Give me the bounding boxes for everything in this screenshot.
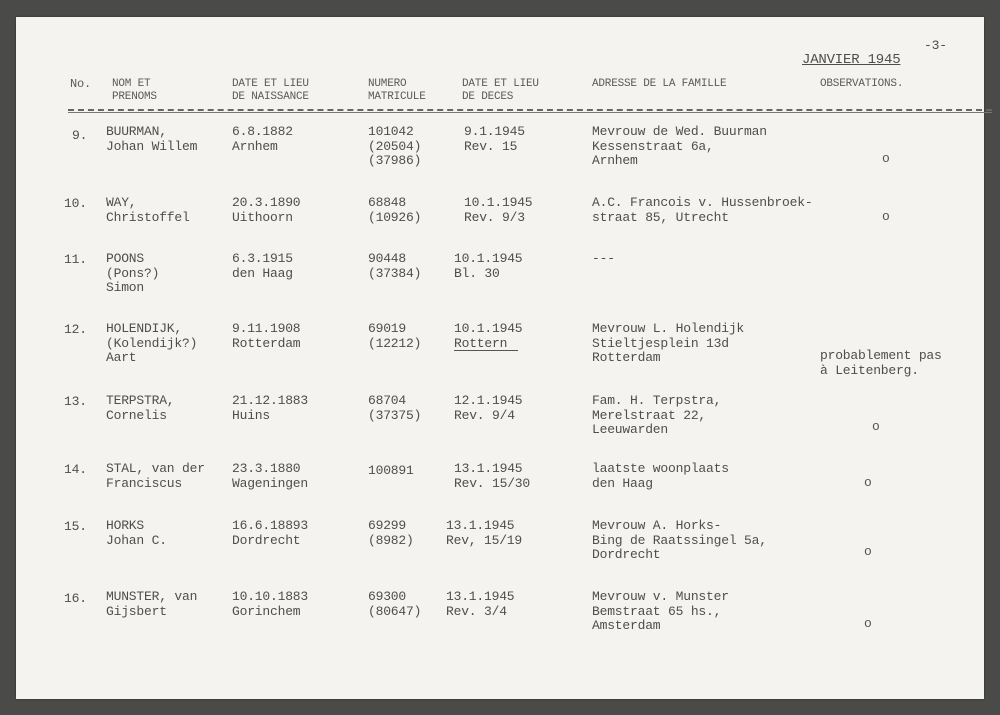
row-nom: STAL, van der Franciscus: [106, 461, 205, 491]
row-naissance: 6.3.1915 den Haag: [232, 251, 293, 281]
date-header: JANVIER 1945: [802, 52, 901, 68]
row-observation: o: [864, 616, 872, 631]
row-nom: HORKS Johan C.: [106, 518, 167, 548]
header-no: No.: [70, 77, 92, 91]
header-rule: [68, 109, 992, 111]
row-matricule: 69019 (12212): [368, 321, 422, 351]
row-no: 13.: [64, 394, 87, 409]
row-deces: 12.1.1945 Rev. 9/4: [454, 393, 523, 423]
row-no: 16.: [64, 591, 87, 606]
row-deces: 10.1.1945 Rottern: [454, 321, 523, 351]
header-nom: NOM ET PRENOMS: [112, 78, 157, 103]
row-nom: HOLENDIJK, (Kolendijk?) Aart: [106, 321, 198, 365]
row-matricule: 101042 (20504) (37986): [368, 124, 422, 168]
row-matricule: 68704 (37375): [368, 393, 422, 423]
row-matricule: 69300 (80647): [368, 589, 422, 619]
row-no: 10.: [64, 196, 87, 211]
row-naissance: 20.3.1890 Uithoorn: [232, 195, 301, 225]
row-nom: MUNSTER, van Gijsbert: [106, 589, 198, 619]
row-deces: 10.1.1945 Bl. 30: [454, 251, 523, 281]
row-no: 12.: [64, 322, 87, 337]
header-adresse: ADRESSE DE LA FAMILLE: [592, 78, 727, 90]
row-observation: probablement pas à Leitenberg.: [820, 348, 942, 378]
row-adresse: A.C. Francois v. Hussenbroek- straat 85, Utrecht: [592, 195, 813, 225]
deces-underline: [454, 350, 518, 351]
header-rule-2: [68, 112, 992, 113]
row-observation: o: [864, 475, 872, 490]
row-adresse: ---: [592, 251, 615, 266]
row-no: 14.: [64, 462, 87, 477]
row-matricule: 100891: [368, 463, 414, 478]
header-deces: DATE ET LIEU DE DECES: [462, 78, 539, 103]
row-no: 15.: [64, 519, 87, 534]
row-adresse: Mevrouw L. Holendijk Stieltjesplein 13d Rotterdam: [592, 321, 745, 365]
row-deces: 13.1.1945 Rev, 15/19: [446, 518, 523, 548]
document-sheet: [16, 17, 984, 699]
row-naissance: 6.8.1882 Arnhem: [232, 124, 293, 154]
header-observations: OBSERVATIONS.: [820, 78, 904, 90]
header-naissance: DATE ET LIEU DE NAISSANCE: [232, 78, 309, 103]
row-adresse: Fam. H. Terpstra, Merelstraat 22, Leeuwarden: [592, 393, 722, 437]
row-nom: BUURMAN, Johan Willem: [106, 124, 198, 154]
row-observation: o: [882, 151, 890, 166]
row-matricule: 68848 (10926): [368, 195, 422, 225]
row-observation: o: [872, 419, 880, 434]
row-deces: 9.1.1945 Rev. 15: [464, 124, 525, 154]
row-adresse: laatste woonplaats den Haag: [592, 461, 729, 491]
row-deces: 10.1.1945 Rev. 9/3: [464, 195, 533, 225]
row-naissance: 9.11.1908 Rotterdam: [232, 321, 301, 351]
row-no: 11.: [64, 252, 87, 267]
row-nom: POONS (Pons?) Simon: [106, 251, 160, 295]
row-nom: WAY, Christoffel: [106, 195, 190, 225]
header-matricule: NUMERO MATRICULE: [368, 78, 426, 103]
row-matricule: 90448 (37384): [368, 251, 422, 281]
row-adresse: Mevrouw v. Munster Bemstraat 65 hs., Amsterdam: [592, 589, 729, 633]
row-naissance: 21.12.1883 Huins: [232, 393, 309, 423]
row-matricule: 69299 (8982): [368, 518, 414, 548]
row-naissance: 10.10.1883 Gorinchem: [232, 589, 309, 619]
row-observation: o: [882, 209, 890, 224]
row-adresse: Mevrouw de Wed. Buurman Kessenstraat 6a, Arnhem: [592, 124, 767, 168]
row-adresse: Mevrouw A. Horks- Bing de Raatssingel 5a, Dordrecht: [592, 518, 767, 562]
row-nom: TERPSTRA, Cornelis: [106, 393, 175, 423]
row-naissance: 23.3.1880 Wageningen: [232, 461, 309, 491]
row-observation: o: [864, 544, 872, 559]
row-deces: 13.1.1945 Rev. 3/4: [446, 589, 515, 619]
page-number: -3-: [924, 38, 947, 53]
row-no: 9.: [72, 128, 88, 143]
row-deces: 13.1.1945 Rev. 15/30: [454, 461, 531, 491]
row-naissance: 16.6.18893 Dordrecht: [232, 518, 309, 548]
